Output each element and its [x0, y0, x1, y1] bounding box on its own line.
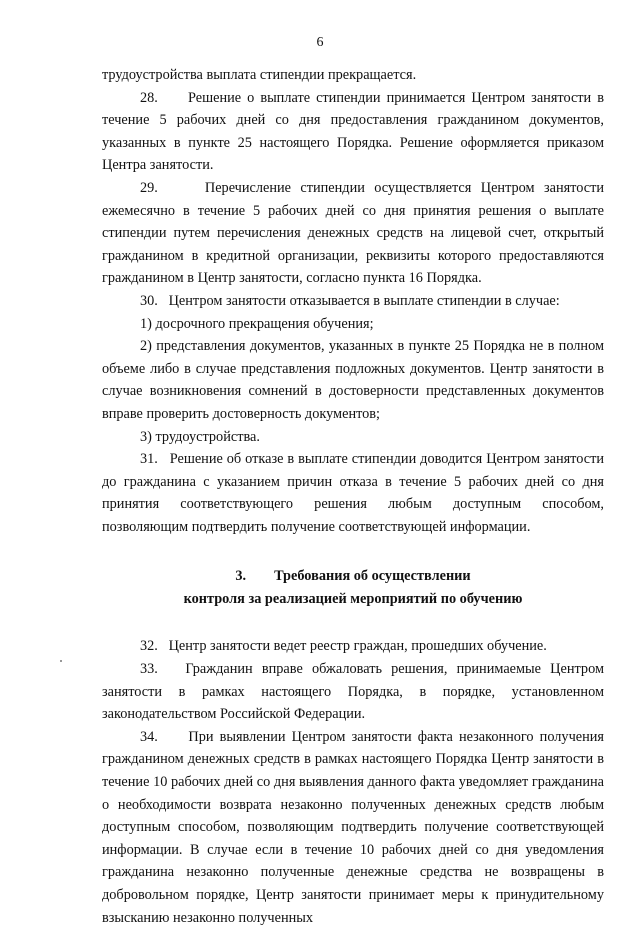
section-heading-line-1 — [102, 565, 604, 588]
paragraph: трудоустройства выплата стипендии прекращается. — [102, 67, 417, 83]
list-item: 2) представления документов, указанных в пункте 25 Порядка не в полном объеме либо в случае представления подложных документов. Центр занятости в случае возникновения сомнений в достоверности представленных документов вправе проверить достоверность документов; — [102, 338, 604, 422]
paragraph-29: 29. Перечисление стипендии осуществляется Центром занятости ежемесячно в течение 5 рабочих дней со дня принятия решения о выплате стипендии путем перечисления денежных средств на лицевой счет, открытый гражданином в кредитной организации, реквизиты которого предоставляются гражданином в Центр занятости, согласно пункта 16 Порядка. — [102, 179, 604, 287]
page-number: 6 — [316, 35, 324, 50]
document-body — [102, 64, 604, 929]
paragraphs-after — [102, 635, 604, 929]
paragraph-33: 33. Гражданин вправе обжаловать решения, принимаемые Центром занятости в рамках настоящего Порядка, в порядке, установленном законодательством Российской Федерации. — [102, 661, 604, 723]
list-item: 1) досрочного прекращения обучения; — [140, 315, 374, 332]
list-item: 3) трудоустройства. — [140, 428, 260, 445]
paragraph-30: 30. Центром занятости отказывается в выплате стипендии в случае: — [140, 292, 560, 309]
paragraph-31: 31. Решение об отказе в выплате стипендии доводится Центром занятости до гражданина с указанием причин отказа в течение 5 рабочих дней со дня принятия соответствующего решения любым доступным способом, позволяющим подтвердить получение соответствующей информации. — [102, 451, 604, 535]
paragraph-28: 28. Решение о выплате стипендии принимается Центром занятости в течение 5 рабочих дней со дня предоставления гражданином документов, указанных в пункте 25 настоящего Порядка. Решение оформляется приказом Центра занятости. — [102, 89, 604, 174]
paragraphs-before — [102, 64, 604, 538]
section-title-line-1: Требования об осуществлении — [274, 568, 471, 585]
section-heading — [102, 565, 604, 611]
paragraph-34: 34. При выявлении Центром занятости факта незаконного получения гражданином денежных средств в рамках настоящего Порядка Центр занятости в течение 10 рабочих дней со дня выявления данного факта уведомляет гражданина о необходимости возврата незаконно полученных денежных средств любым доступным способом, позволяющим подтвердить получение соответствующей информации. В случае если в течение 10 рабочих дней со дня уведомления гражданина незаконно полученные денежные средства не возвращены в добровольном порядке, Центр занятости принимает меры к принудительному взысканию незаконно полученных — [102, 728, 604, 926]
margin-mark — [60, 660, 62, 662]
paragraph-32: 32. Центр занятости ведет реестр граждан, прошедших обучение. — [140, 638, 547, 655]
section-number: 3. — [235, 568, 247, 585]
section-title-line-2: контроля за реализацией мероприятий по обучению — [183, 591, 523, 608]
